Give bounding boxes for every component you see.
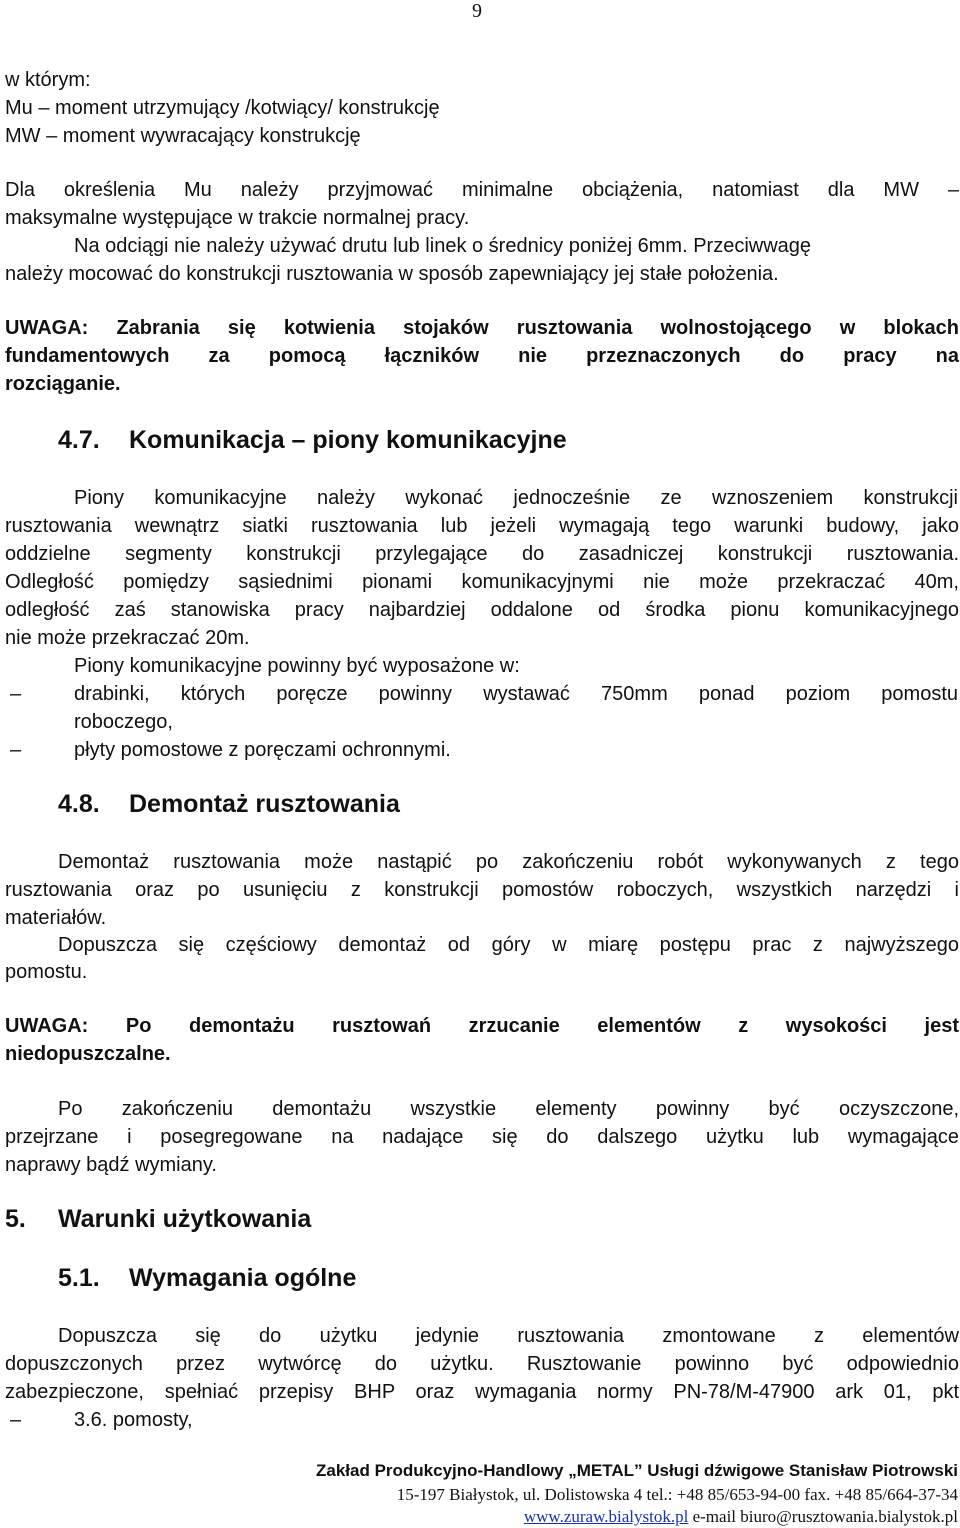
page-number: 9 <box>472 0 482 22</box>
intro-line: Mu – moment utrzymujący /kotwiący/ konstrukcję <box>5 97 440 119</box>
paragraph-line: Demontaż rusztowania może nastąpić po zakończeniu robót wykonywanych z tego <box>58 851 959 873</box>
section-title: Demontaż rusztowania <box>129 790 400 818</box>
list-bullet: – <box>10 739 22 761</box>
list-bullet: – <box>10 1409 22 1431</box>
list-item: płyty pomostowe z poręczami ochronnymi. <box>74 739 451 761</box>
paragraph-line: Dopuszcza się do użytku jedynie rusztowania zmontowane z elementów <box>58 1325 959 1347</box>
paragraph-line: rusztowania oraz po usunięciu z konstrukcji pomostów roboczych, wszystkich narzędzi i <box>5 879 959 901</box>
paragraph-line: Odległość pomiędzy sąsiednimi pionami komunikacyjnymi nie może przekraczać 40m, <box>5 571 959 593</box>
paragraph-line: nie może przekraczać 20m. <box>5 627 250 649</box>
paragraph-line: maksymalne występujące w trakcie normalnej pracy. <box>5 207 470 229</box>
warning-line: UWAGA: Zabrania się kotwienia stojaków rusztowania wolnostojącego w blokach <box>5 317 959 339</box>
section-title: Wymagania ogólne <box>129 1264 357 1292</box>
warning-line: rozciąganie. <box>5 373 121 395</box>
paragraph-line: Dla określenia Mu należy przyjmować minimalne obciążenia, natomiast dla MW – <box>5 179 959 201</box>
warning-line: UWAGA: Po demontażu rusztowań zrzucanie elementów z wysokości jest <box>5 1015 959 1037</box>
paragraph-line: oddzielne segmenty konstrukcji przylegające do zasadniczej konstrukcji rusztowania. <box>5 543 959 565</box>
paragraph-line: Piony komunikacyjne powinny być wyposażone w: <box>74 655 520 677</box>
list-item: roboczego, <box>74 711 173 733</box>
paragraph-line: przejrzane i posegregowane na nadające się do dalszego użytku lub wymagające <box>5 1126 959 1148</box>
paragraph-line: Piony komunikacyjne należy wykonać jednocześnie ze wznoszeniem konstrukcji <box>74 487 958 509</box>
paragraph-line: Na odciągi nie należy używać drutu lub linek o średnicy poniżej 6mm. Przeciwwagę <box>74 235 812 257</box>
intro-line: MW – moment wywracający konstrukcję <box>5 125 361 147</box>
footer-website-link[interactable]: www.zuraw.bialystok.pl <box>523 1507 689 1526</box>
footer-contact <box>524 1506 958 1528</box>
paragraph-line: Dopuszcza się częściowy demontaż od góry w miarę postępu prac z najwyższego <box>58 934 959 956</box>
paragraph-line: naprawy bądź wymiany. <box>5 1154 217 1176</box>
list-item: 3.6. pomosty, <box>74 1409 193 1431</box>
section-number: 4.8. <box>58 790 100 818</box>
section-title: Komunikacja – piony komunikacyjne <box>129 426 567 454</box>
paragraph-line: rusztowania wewnątrz siatki rusztowania lub jeżeli wymagają tego warunki budowy, jako <box>5 515 959 537</box>
paragraph-line: zabezpieczone, spełniać przepisy BHP oraz wymagania normy PN-78/M-47900 ark 01, pkt <box>5 1381 959 1403</box>
footer-company: Zakład Produkcyjno-Handlowy „METAL” Usługi dźwigowe Stanisław Piotrowski <box>316 1461 958 1480</box>
paragraph-line: dopuszczonych przez wytwórcę do użytku. Rusztowanie powinno być odpowiednio <box>5 1353 959 1375</box>
list-item: drabinki, których poręcze powinny wystawać 750mm ponad poziom pomostu <box>74 683 958 705</box>
intro-line: w którym: <box>5 69 91 91</box>
list-bullet: – <box>10 683 22 705</box>
paragraph-line: należy mocować do konstrukcji rusztowania w sposób zapewniający jej stałe położenia. <box>5 263 779 285</box>
paragraph-line: Po zakończeniu demontażu wszystkie elementy powinny być oczyszczone, <box>58 1098 959 1120</box>
warning-line: fundamentowych za pomocą łączników nie przeznaczonych do pracy na <box>5 345 959 367</box>
section-number: 4.7. <box>58 426 100 454</box>
footer-email: e-mail biuro@rusztowania.bialystok.pl <box>692 1507 958 1526</box>
paragraph-line: odległość zaś stanowiska pracy najbardziej oddalone od środka pionu komunikacyjnego <box>5 599 959 621</box>
paragraph-line: materiałów. <box>5 907 107 929</box>
paragraph-line: pomostu. <box>5 961 88 983</box>
warning-line: niedopuszczalne. <box>5 1043 171 1065</box>
section-number: 5. <box>5 1205 26 1233</box>
footer-address: 15-197 Białystok, ul. Dolistowska 4 tel.: +48 85/653-94-00 fax. +48 85/664-37-34 <box>396 1485 958 1504</box>
section-title: Warunki użytkowania <box>58 1205 312 1233</box>
section-number: 5.1. <box>58 1264 100 1292</box>
